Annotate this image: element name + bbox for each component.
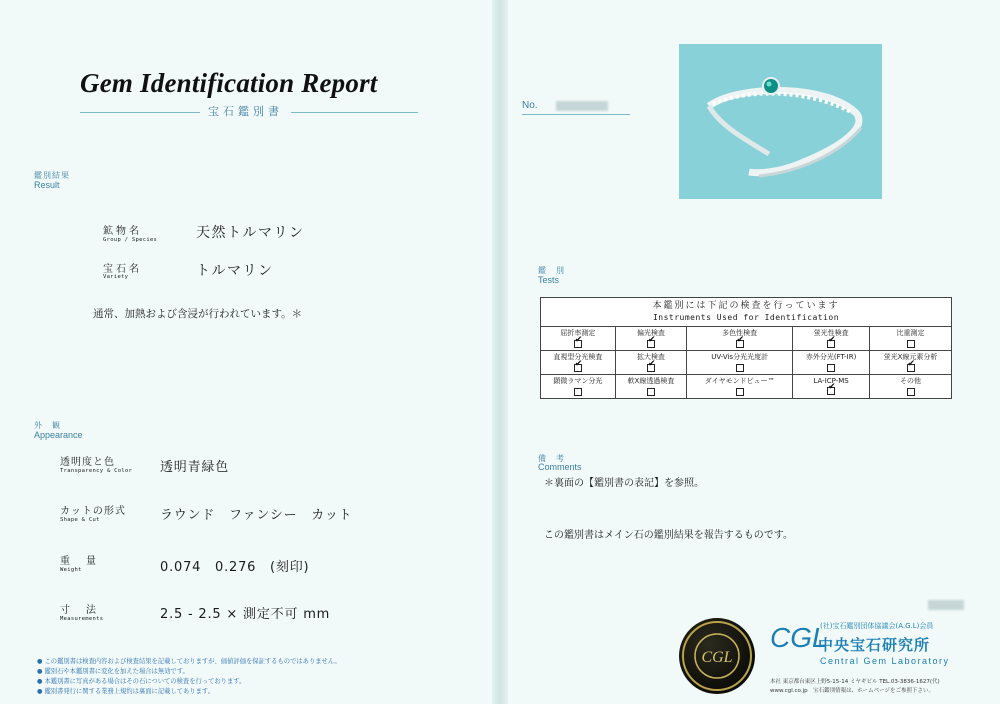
binding-gutter: [492, 0, 508, 704]
comment-line-2: この鑑別書はメイン石の鑑別結果を報告するものです。: [544, 530, 793, 541]
test-name: 偏光検査: [636, 329, 665, 337]
test-checkbox: [736, 388, 744, 396]
test-checkbox: [907, 388, 915, 396]
tests-row: [541, 327, 952, 351]
test-name: LA-ICP-MS: [813, 377, 849, 385]
treatment-note: 通常、加熱および含浸が行われています。＊: [93, 308, 303, 320]
test-name: 軟X線透過検査: [627, 377, 675, 385]
cut-label-en: Shape & Cut: [60, 517, 100, 523]
report-title: Gem Identification Report: [80, 68, 378, 98]
test-checkbox: [647, 388, 655, 396]
test-name: 直視型分光検査: [553, 353, 603, 361]
report-number-redacted: [556, 101, 608, 111]
left-page: [0, 0, 492, 704]
report-number-label: No.: [522, 100, 538, 111]
test-cell: [615, 351, 686, 375]
cut-label-ja: カットの形式: [60, 506, 126, 517]
test-checkbox: [574, 388, 582, 396]
comment-line-1: ＊裏面の【鑑別書の表記】を参照。: [544, 478, 704, 489]
test-cell: [541, 351, 616, 375]
test-checkbox: [647, 340, 655, 348]
tests-table-header: [541, 298, 952, 327]
comments-section-en: Comments: [538, 462, 582, 472]
species-label-ja: 鉱物名: [103, 226, 142, 237]
test-name: 顕微ラマン分光: [553, 377, 603, 385]
test-cell: [615, 327, 686, 351]
color-value: 透明青緑色: [160, 460, 230, 475]
report-subtitle: 宝石鑑別書: [200, 103, 291, 119]
gold-seal: [679, 618, 755, 694]
test-checkbox: [827, 340, 835, 348]
lab-association: (社)宝石鑑別団体協議会(A.G.L)会員: [820, 622, 934, 630]
result-section-en: Result: [34, 180, 60, 190]
test-cell: [793, 375, 870, 399]
test-checkbox: [647, 364, 655, 372]
appearance-section-en: Appearance: [34, 430, 83, 440]
test-cell: [793, 351, 870, 375]
test-checkbox: [827, 387, 835, 395]
test-checkbox: [736, 364, 744, 372]
test-checkbox: [907, 340, 915, 348]
lab-name-en: Central Gem Laboratory: [820, 656, 950, 666]
ring-photo: [679, 44, 882, 199]
tests-section-en: Tests: [538, 275, 560, 285]
test-name: 蛍光X線元素分析: [883, 353, 938, 361]
test-name: 赤外分光(FT-IR): [805, 353, 857, 361]
test-checkbox: [736, 340, 744, 348]
tests-header-en: Instruments Used for Identification: [652, 313, 840, 322]
measure-label-en: Measurements: [60, 616, 104, 622]
test-name: その他: [900, 377, 922, 385]
weight-label-ja: 重 量: [60, 556, 99, 567]
color-label-en: Transparency & Color: [60, 468, 133, 474]
species-label-en: Group / Species: [103, 237, 158, 243]
tests-row: [541, 375, 952, 399]
report-number-rule: [522, 114, 630, 115]
lab-address: 本社 東京都台東区上野5-15-14 ミヤギビル TEL.03-3836-1627(代): [770, 679, 940, 685]
test-name: 屈折率測定: [560, 329, 596, 337]
measure-label-ja: 寸 法: [60, 605, 99, 616]
variety-label-ja: 宝石名: [103, 264, 142, 275]
test-checkbox: [574, 364, 582, 372]
ring-illustration: [679, 44, 882, 199]
test-cell: [687, 375, 793, 399]
weight-label-en: Weight: [60, 567, 82, 573]
test-cell: [687, 351, 793, 375]
test-checkbox: [907, 364, 915, 372]
test-name: UV-Vis分光光度計: [711, 353, 769, 361]
lab-web: www.cgl.co.jp 宝石鑑別情報は、ホームページをご参照下さい。: [770, 688, 934, 694]
cut-value: ラウンド ファンシー カット: [160, 508, 353, 523]
test-cell: [870, 351, 952, 375]
test-checkbox: [574, 340, 582, 348]
footnote-4: ● 鑑別書発行に関する業務上規約は裏面に記載してあります。: [37, 688, 215, 695]
footnote-3: ● 本鑑別書に写真がある場合はその石についての検査を行っております。: [37, 678, 246, 685]
footnote-1: ● この鑑別書は検査内容および検査結果を記載しておりますが、価値評価を保証するものではありません。: [37, 658, 341, 665]
test-cell: [541, 375, 616, 399]
result-section-ja: 鑑別結果: [34, 171, 70, 180]
tests-table: [540, 297, 952, 399]
appearance-section-ja: 外 観: [34, 421, 61, 430]
test-name: 多色性検査: [722, 329, 758, 337]
measure-value: 2.5 - 2.5 × 測定不可 mm: [160, 607, 331, 622]
svg-text:CGL: CGL: [701, 649, 733, 666]
seal-emblem: [679, 618, 755, 694]
test-name: 比重測定: [896, 329, 925, 337]
test-cell: [687, 327, 793, 351]
color-label-ja: 透明度と色: [60, 457, 115, 468]
test-cell: [870, 327, 952, 351]
test-name: ダイヤモンドビュー™: [704, 377, 775, 385]
lab-name-ja: 中央宝石研究所: [818, 636, 931, 654]
test-checkbox: [827, 364, 835, 372]
comments-section-ja: 備 考: [538, 454, 565, 463]
tests-section-ja: 鑑 別: [538, 266, 565, 275]
variety-value: トルマリン: [196, 263, 274, 279]
serial-redacted: [928, 600, 964, 610]
test-cell: [793, 327, 870, 351]
species-value: 天然トルマリン: [196, 225, 305, 241]
test-cell: [541, 327, 616, 351]
variety-label-en: Variety: [103, 274, 129, 280]
test-name: 蛍光性検査: [813, 329, 849, 337]
weight-value: 0.074 0.276 (刻印): [160, 560, 310, 575]
footnote-2: ● 鑑別石や本鑑別書に変化を加えた場合は無効です。: [37, 668, 189, 675]
test-cell: [870, 375, 952, 399]
tests-header-ja: 本鑑別には下記の検査を行っています: [652, 301, 840, 311]
cgl-logo: CGL: [770, 622, 828, 653]
test-cell: [615, 375, 686, 399]
test-name: 拡大検査: [636, 353, 665, 361]
tests-row: [541, 351, 952, 375]
